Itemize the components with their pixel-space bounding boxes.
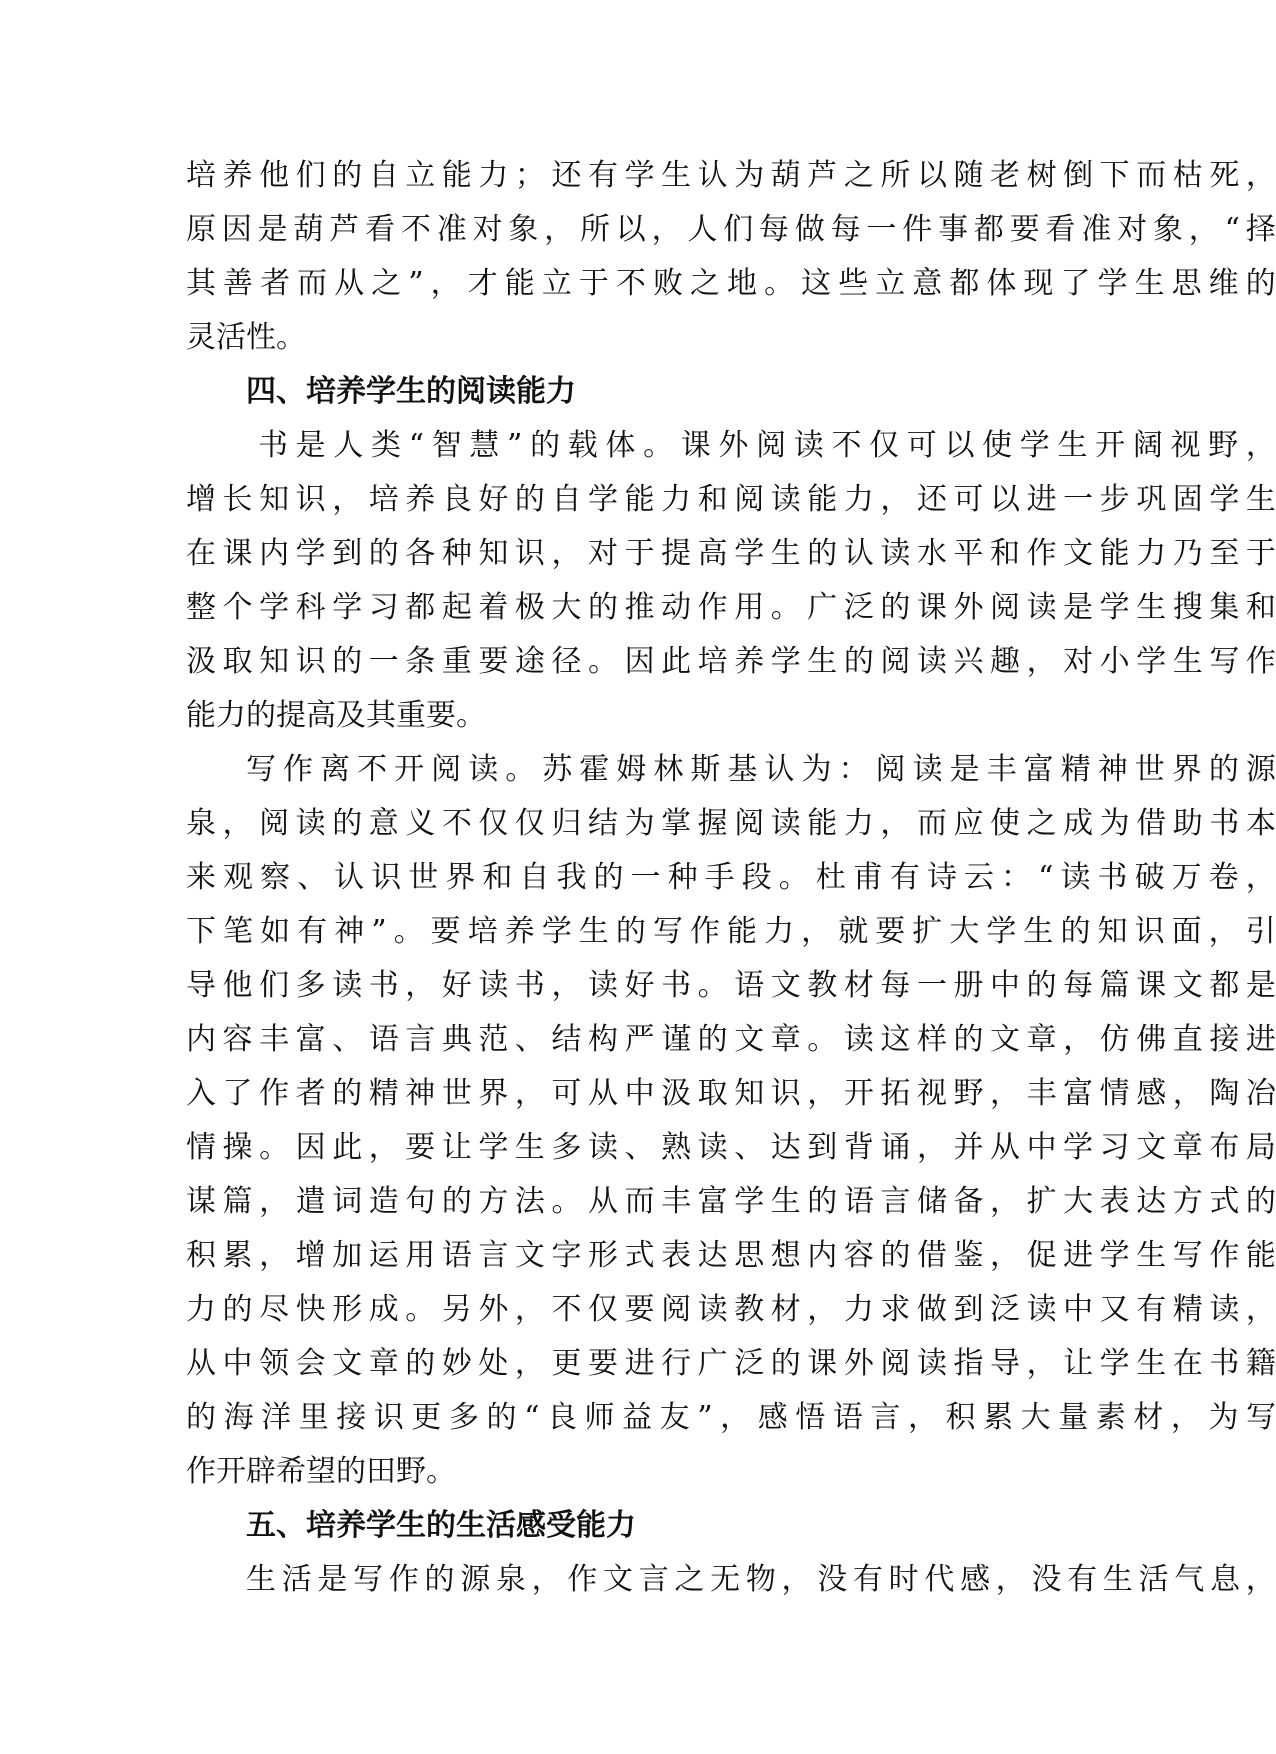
text-line: 的 海 洋 里 接 识 更 多 的 “ 良 师 益 友 ” ， 感 悟 语 言 ， 积 累 大 量 素 材 ， 为 写 [186, 1400, 1276, 1435]
text-line: 写 作 离 不 开 阅 读 。 苏 霍 姆 林 斯 基 认 为 ： 阅 读 是 丰 富 精 神 世 界 的 源 [246, 752, 1276, 787]
text-line: 从 中 领 会 文 章 的 妙 处 ， 更 要 进 行 广 泛 的 课 外 阅 读 指 导 ， 让 学 生 在 书 籍 [186, 1346, 1276, 1381]
text-line: 其 善 者 而 从 之 ” ， 才 能 立 于 不 败 之 地 。 这 些 立 意 都 体 现 了 学 生 思 维 的 [186, 266, 1276, 301]
text-line: 内 容 丰 富 、 语 言 典 范 、 结 构 严 谨 的 文 章 。 读 这 样 的 文 章 ， 仿 佛 直 接 进 [186, 1022, 1276, 1057]
text-line: 书 是 人 类 “ 智 慧 ” 的 载 体 。 课 外 阅 读 不 仅 可 以 使 学 生 开 阔 视 野 ， [258, 428, 1276, 463]
text-line: 积 累 ， 增 加 运 用 语 言 文 字 形 式 表 达 思 想 内 容 的 借 鉴 ， 促 进 学 生 写 作 能 [186, 1238, 1276, 1273]
text-line: 入 了 作 者 的 精 神 世 界 ， 可 从 中 汲 取 知 识 ， 开 拓 视 野 ， 丰 富 情 感 ， 陶 冶 [186, 1076, 1276, 1111]
text-line: 整 个 学 科 学 习 都 起 着 极 大 的 推 动 作 用 。 广 泛 的 课 外 阅 读 是 学 生 搜 集 和 [186, 590, 1276, 625]
text-line: 情 操 。 因 此 ， 要 让 学 生 多 读 、 熟 读 、 达 到 背 诵 ， 并 从 中 学 习 文 章 布 局 [186, 1130, 1276, 1165]
text-line: 原 因 是 葫 芦 看 不 准 对 象 ， 所 以 ， 人 们 每 做 每 一 件 事 都 要 看 准 对 象 ， “ 择 [186, 212, 1276, 247]
text-line: 谋 篇 ， 遣 词 造 句 的 方 法 。 从 而 丰 富 学 生 的 语 言 储 备 ， 扩 大 表 达 方 式 的 [186, 1184, 1276, 1219]
text-line: 灵活性。 [186, 320, 306, 355]
text-line: 汲 取 知 识 的 一 条 重 要 途 径 。 因 此 培 养 学 生 的 阅 读 兴 趣 ， 对 小 学 生 写 作 [186, 644, 1276, 679]
text-line: 生 活 是 写 作 的 源 泉 ， 作 文 言 之 无 物 ， 没 有 时 代 感 ， 没 有 生 活 气 息 ， [246, 1562, 1276, 1597]
text-line: 增 长 知 识 ， 培 养 良 好 的 自 学 能 力 和 阅 读 能 力 ， 还 可 以 进 一 步 巩 固 学 生 [186, 482, 1276, 517]
text-line: 来 观 察 、 认 识 世 界 和 自 我 的 一 种 手 段 。 杜 甫 有 诗 云 ： “ 读 书 破 万 卷 ， [186, 860, 1276, 895]
text-line: 作开辟希望的田野。 [186, 1454, 456, 1489]
text-line: 下 笔 如 有 神 ” 。 要 培 养 学 生 的 写 作 能 力 ， 就 要 扩 大 学 生 的 知 识 面 ， 引 [186, 914, 1276, 949]
section-heading: 四、培养学生的阅读能力 [246, 374, 576, 409]
text-line: 泉 ， 阅 读 的 意 义 不 仅 仅 归 结 为 掌 握 阅 读 能 力 ， 而 应 使 之 成 为 借 助 书 本 [186, 806, 1276, 841]
text-line: 导 他 们 多 读 书 ， 好 读 书 ， 读 好 书 。 语 文 教 材 每 一 册 中 的 每 篇 课 文 都 是 [186, 968, 1276, 1003]
text-line: 力 的 尽 快 形 成 。 另 外 ， 不 仅 要 阅 读 教 材 ， 力 求 做 到 泛 读 中 又 有 精 读 ， [186, 1292, 1276, 1327]
section-heading: 五、培养学生的生活感受能力 [246, 1508, 636, 1543]
text-line: 在 课 内 学 到 的 各 种 知 识 ， 对 于 提 高 学 生 的 认 读 水 平 和 作 文 能 力 乃 至 于 [186, 536, 1276, 571]
text-line: 培 养 他 们 的 自 立 能 力 ； 还 有 学 生 认 为 葫 芦 之 所 以 随 老 树 倒 下 而 枯 死 ， [186, 158, 1276, 193]
text-line: 能力的提高及其重要。 [186, 698, 486, 733]
